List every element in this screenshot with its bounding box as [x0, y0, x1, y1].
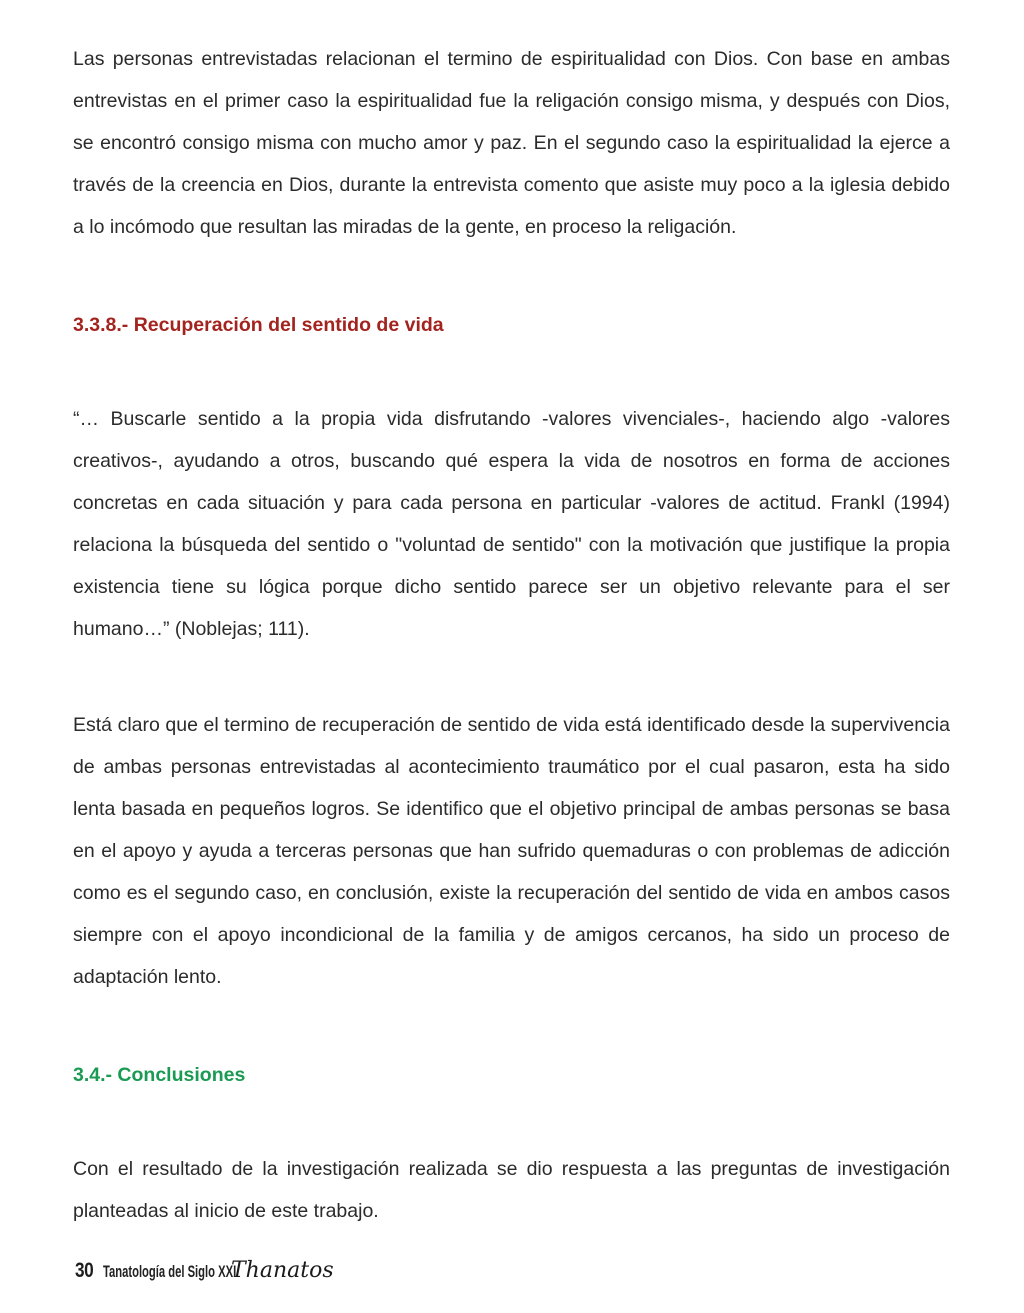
- quote-paragraph: “… Buscarle sentido a la propia vida disfrutando -valores vivenciales-, haciendo algo -valores creativos-, ayudando a otros, buscando qué espera la vida de nosotros en forma de acciones concretas en cada situación y para cada persona en particular -valores de actitud. Frankl (1994) relaciona la búsqueda del sentido o "voluntad de sentido" con la motivación que justifique la propia existencia tiene su lógica porque dicho sentido parece ser un objetivo relevante para el ser humano…” (Noblejas; 111).: [73, 408, 950, 640]
- page-footer: [75, 1258, 334, 1292]
- body-paragraph: Las personas entrevistadas relacionan el termino de espiritualidad con Dios. Con base en ambas entrevistas en el primer caso la espiritualidad fue la religación consigo misma, y después con Dios, se encontró consigo misma con mucho amor y paz. En el segundo caso la espiritualidad la ejerce a través de la creencia en Dios, durante la entrevista comento que asiste muy poco a la iglesia debido a lo incómodo que resultan las miradas de la gente, en proceso la religación.: [73, 48, 950, 238]
- section-heading: 3.4.- Conclusiones: [73, 1064, 246, 1086]
- publication-title: Tanatología del Siglo XXI: [103, 1262, 237, 1281]
- body-paragraph: Está claro que el termino de recuperación de sentido de vida está identificado desde la supervivencia de ambas personas entrevistadas al acontecimiento traumático por el cual pasaron, esta ha sido lenta basada en pequeños logros. Se identifico que el objetivo principal de ambas personas se basa en el apoyo y ayuda a terceras personas que han sufrido quemaduras o con problemas de adicción como es el segundo caso, en conclusión, existe la recuperación del sentido de vida en ambos casos siempre con el apoyo incondicional de la familia y de amigos cercanos, ha sido un proceso de adaptación lento.: [73, 714, 950, 988]
- body-paragraph: Con el resultado de la investigación realizada se dio respuesta a las preguntas de investigación planteadas al inicio de este trabajo.: [73, 1158, 950, 1222]
- section-heading: 3.3.8.- Recuperación del sentido de vida: [73, 314, 444, 336]
- brand-logo: Thanatos: [231, 1258, 334, 1283]
- page-number: 30: [75, 1259, 94, 1282]
